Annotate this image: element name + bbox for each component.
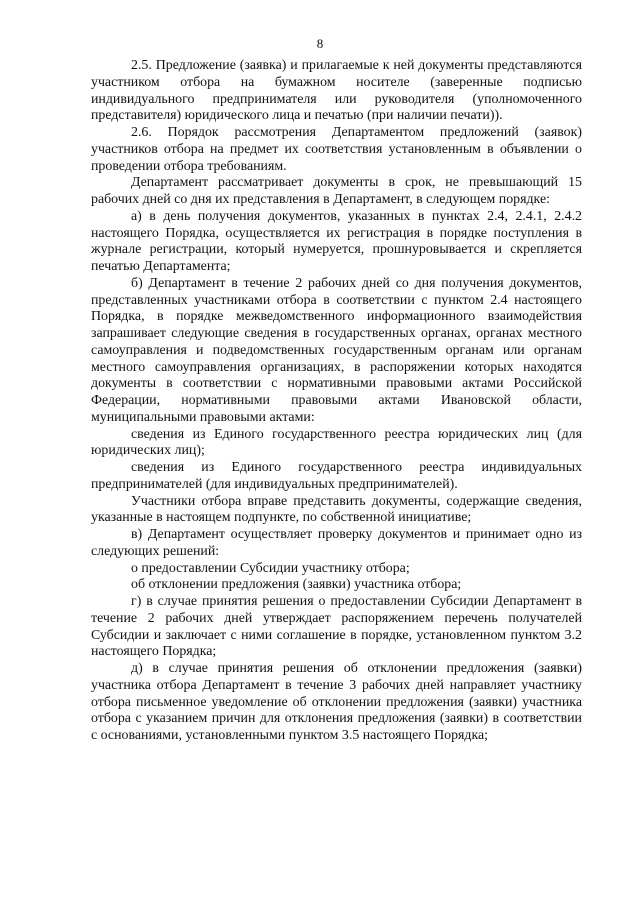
- paragraph-egrip: сведения из Единого государственного реестра индивидуальных предпринимателей (для индивидуальных предпринимателей).: [91, 460, 582, 492]
- paragraph-own-initiative: Участники отбора вправе представить документы, содержащие сведения, указанные в настоящем подпункте, по собственной инициативе;: [91, 493, 582, 526]
- paragraph-decision-grant: о предоставлении Субсидии участнику отбора;: [131, 560, 410, 576]
- document-body: [91, 58, 582, 745]
- page-number: 8: [316, 36, 324, 51]
- paragraph-review-terms: Департамент рассматривает документы в срок, не превышающий 15 рабочих дней со дня их представления в Департамент, в следующем порядке:: [91, 175, 582, 207]
- paragraph-item-a: а) в день получения документов, указанных в пунктах 2.4, 2.4.1, 2.4.2 настоящего Порядка, осуществляется их регистрация в порядке поступления в журнале регистрации, который нумеруется, прошнуровывается и скрепляется печатью Департамента;: [91, 208, 582, 274]
- paragraph-2-5: 2.5. Предложение (заявка) и прилагаемые к ней документы представляются участником отбора на бумажном носителе (заверенные подписью индивидуального предпринимателя или руководителя (уполномоченного представителя) юридического лица и печатью (при наличии печати)).: [91, 58, 582, 124]
- paragraph-egrul: сведения из Единого государственного реестра юридических лиц (для юридических лиц);: [91, 426, 582, 459]
- paragraph-decision-reject: об отклонении предложения (заявки) участника отбора;: [131, 577, 462, 593]
- paragraph-item-g: г) в случае принятия решения о предоставлении Субсидии Департамент в течение 2 рабочих дней утверждает распоряжением перечень получателей Субсидии и заключает с ними соглашение в порядке, установленном пунктом 3.2 настоящего Порядка;: [91, 594, 582, 660]
- paragraph-item-v: в) Департамент осуществляет проверку документов и принимает одно из следующих решений:: [91, 527, 582, 559]
- paragraph-2-6: 2.6. Порядок рассмотрения Департаментом предложений (заявок) участников отбора на предмет их соответствия установленным в объявлении о проведении отбора требованиям.: [91, 125, 582, 174]
- paragraph-item-b: б) Департамент в течение 2 рабочих дней со дня получения документов, представленных участниками отбора в соответствии с пунктом 2.4 настоящего Порядка, в порядке межведомственного информационного взаимодействия запрашивает следующие сведения в государственных органах, органах местного самоуправления и подведомственных государственным органам или органам местного самоуправления организациях, в распоряжении которых находятся документы в соответствии с нормативными правовыми актами Российской Федерации, нормативными правовыми актами Ивановской области, муниципальными правовыми актами:: [91, 275, 582, 425]
- paragraph-item-d: д) в случае принятия решения об отклонении предложения (заявки) участника отбора Департамент в течение 3 рабочих дней направляет участнику отбора письменное уведомление об отклонении предложения (заявки) участника отбора с указанием причин для отклонения предложения (заявки) в соответствии с основаниями, установленными пунктом 3.5 настоящего Порядка;: [91, 661, 582, 743]
